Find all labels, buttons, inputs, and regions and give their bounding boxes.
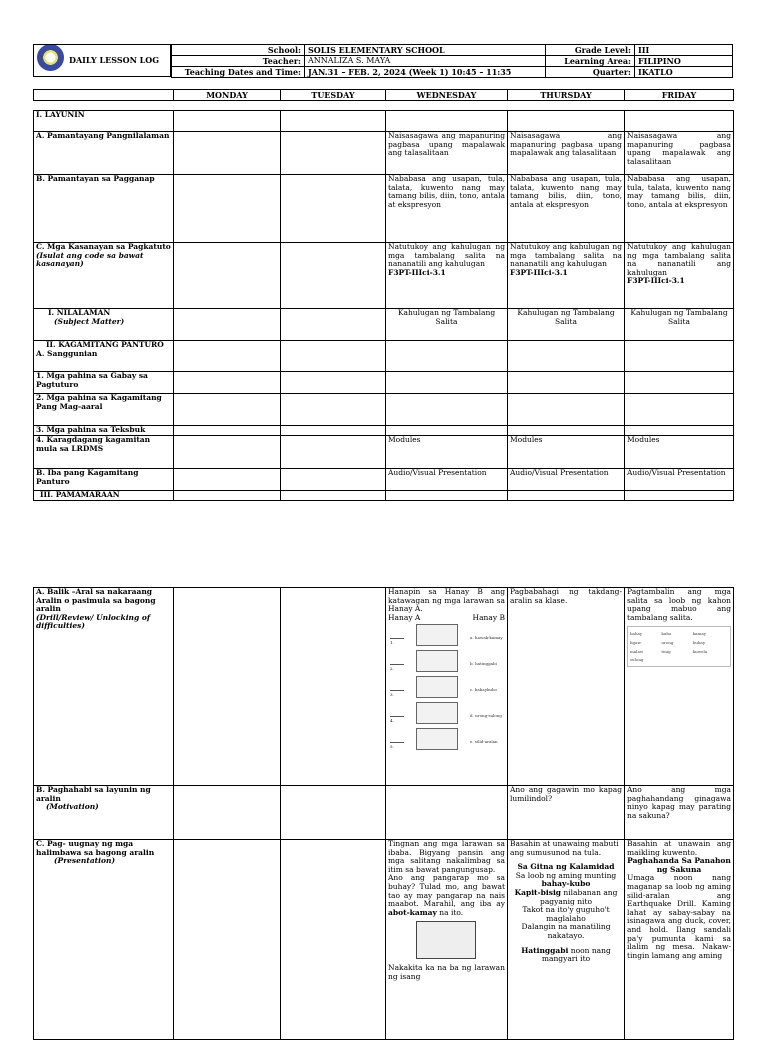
balik-aral-label: A. Balik –Aral sa nakaraang Aralin o pasimula sa bagong aralin (36, 587, 156, 614)
match-row: 4. d. urong-sulong (388, 702, 505, 726)
day-thursday: THURSDAY (508, 90, 625, 101)
procedure-table (33, 587, 734, 1040)
paghahabi-fri: Ano ang mga paghahandang ginagawa ninyo kapag may parating na sakuna? (625, 786, 734, 840)
hanay-instruction: Hanapin sa Hanay B ang katawagan ng mga larawan sa Hanay A. (388, 587, 505, 614)
match-caption: a. hawak-kamay (470, 635, 503, 641)
poem-line (510, 947, 622, 964)
empty-cell (508, 111, 625, 132)
paguugnay-sub: (Presentation) (54, 856, 115, 866)
empty-cell (174, 469, 281, 491)
pamantayang-fri: Naisasagawa ang mapanuring pagbasa upang mapalawak ang talasalitaan (625, 132, 734, 175)
empty-cell (281, 243, 386, 309)
hanay-b-label: Hanay B (472, 612, 505, 622)
pamantayang-label: A. Pamantayang Pangnilalaman (34, 132, 174, 175)
kasanayan-text: Natutukoy ang kahulugan ng mga tambalang salita na nananatili ang kahulugan (510, 242, 622, 269)
day-monday: MONDAY (174, 90, 281, 101)
empty-cell (174, 341, 281, 372)
poem-title: Sa Gitna ng Kalamidad (517, 862, 615, 872)
modules-wed: Modules (386, 436, 508, 469)
nilalaman-label: I. NILALAMAN (48, 308, 111, 317)
tambalan-instruction: Pagtambalin ang mga salita sa loob ng kahon upang mabuo ang tambalang salita. (627, 587, 731, 622)
kasanayan-code: F3PT-IIIci-3.1 (627, 276, 685, 286)
empty-cell (281, 436, 386, 469)
paguugnay-cell (34, 840, 174, 1040)
teacher-value: ANNALIZA S. MAYA (305, 56, 546, 67)
empty-cell (281, 786, 386, 840)
match-picture (416, 676, 458, 698)
empty-cell (281, 840, 386, 1040)
match-picture (416, 728, 458, 750)
iba-label: B. Iba pang Kagamitang Panturo (34, 469, 174, 491)
grade-value: III (635, 45, 733, 56)
days-header-row (33, 89, 734, 101)
empty-cell (508, 372, 625, 394)
story-text: Umaga noon nang maganap sa loob ng aming silid-aralan ang Earthquake Drill. Kaming lahat ay sabay-sabay na isinagawa ang duck, cover, and hold. Ilang sandali pa'y pumunta kami sa ilalim ng mesa. Nakaw-tingin lamang ang aming (627, 873, 731, 960)
day-friday: FRIDAY (625, 90, 734, 101)
iba-thu: Audio/Visual Presentation (508, 469, 625, 491)
match-row: 2. b. hatinggabi (388, 650, 505, 674)
nakakita-text: Nakakita ka na ba ng larawan ng isang (388, 962, 505, 981)
empty-cell (281, 426, 386, 436)
balik-aral-wed (386, 588, 508, 786)
match-row: 3. c. bahaykubo (388, 676, 505, 700)
nilalaman-wed: Kahulugan ng Tambalang Salita (386, 309, 508, 341)
poem-part: noon nang mangyari ito (541, 945, 611, 964)
iba-fri: Audio/Visual Presentation (625, 469, 734, 491)
kasanayan-cell (34, 243, 174, 309)
word-item: malaw (630, 648, 644, 654)
empty-cell (386, 786, 508, 840)
kasanayan-fri (625, 243, 734, 309)
empty-cell (174, 394, 281, 426)
area-label: Learning Area: (546, 56, 635, 67)
empty-cell (174, 111, 281, 132)
day-wednesday: WEDNESDAY (386, 90, 508, 101)
poem-line (510, 872, 622, 889)
kasanayan-sub: (Isulat ang code sa bawat kasanayan) (36, 250, 144, 269)
empty-cell (174, 309, 281, 341)
pangarap-text (388, 874, 505, 917)
match-caption: e. silid-aralan (470, 739, 498, 745)
word-item: sulong (630, 657, 644, 663)
kagamitan-pahina-label: 2. Mga pahina sa Kagamitang Pang Mag-aaral (34, 394, 174, 426)
story-title: Paghahanda Sa Panahon ng Sakuna (627, 856, 731, 874)
empty-cell (174, 786, 281, 840)
poem-line: Takot na ito'y guguho't maglalaho (522, 905, 610, 923)
school-label: School: (172, 45, 305, 56)
kasanayan-text: Natutukoy ang kahulugan ng mga tambalang salita na nananatili ang kahulugan (627, 242, 731, 277)
empty-cell (174, 588, 281, 786)
pangarap-part: na ito. (436, 907, 464, 917)
empty-cell (174, 132, 281, 175)
match-row: 5. e. silid-aralan (388, 728, 505, 752)
balik-aral-thu: Pagbabahagi ng takdang-aralin sa klase. (508, 588, 625, 786)
paghahabi-label: B. Paghahabi sa layunin ng aralin (36, 785, 151, 803)
balik-aral-cell (34, 588, 174, 786)
grade-label: Grade Level: (546, 45, 635, 56)
empty-cell (174, 491, 281, 501)
modules-thu: Modules (508, 436, 625, 469)
empty-cell (625, 111, 734, 132)
basahin-kuwento: Basahin at unawain ang maikling kuwento. (627, 839, 731, 857)
empty-cell (281, 341, 386, 372)
word-item: tinig (661, 648, 671, 654)
gabay-label: 1. Mga pahina sa Gabay sa Pagtuturo (34, 372, 174, 394)
poem-part: nilabanan ang pagyanig nito (540, 887, 618, 906)
paghahabi-thu: Ano ang gagawin mo kapag lumilindol? (508, 786, 625, 840)
empty-cell (508, 341, 625, 372)
empty-cell (508, 394, 625, 426)
empty-cell (625, 341, 734, 372)
word-item: bahay (630, 631, 643, 637)
match-caption: c. bahaykubo (470, 687, 497, 693)
school-value: SOLIS ELEMENTARY SCHOOL (305, 45, 546, 56)
word-item: kuwela (692, 648, 708, 654)
empty-cell (281, 469, 386, 491)
poem-line (510, 889, 622, 906)
area-value: FILIPINO (635, 56, 733, 67)
day-tuesday: TUESDAY (281, 90, 386, 101)
pagganap-wed: Nababasa ang usapan, tula, talata, kuwento nang may tamang bilis, diin, tono, antala at ekspresyon (386, 175, 508, 243)
pangarap-part: Ano ang pangarap mo sa buhay? Tulad mo, ang bawat tao ay may pangarap na nais maabot. Marahil, ang iba ay (388, 873, 505, 909)
empty-cell (281, 588, 386, 786)
dates-value: JAN.31 – FEB. 2, 2024 (Week 1) 10:45 – 11:35 (305, 67, 546, 78)
karagdagang-label: 4. Karagdagang kagamitan mula sa LRDMS (34, 436, 174, 469)
nilalaman-sub: (Subject Matter) (54, 316, 125, 326)
match-row: 1. a. hawak-kamay (388, 624, 505, 648)
empty-cell (281, 175, 386, 243)
empty-cell (625, 426, 734, 436)
kasanayan-code: F3PT-IIIci-3.1 (510, 267, 568, 277)
paghahabi-sub: (Motivation) (46, 802, 99, 812)
teacher-label: Teacher: (172, 56, 305, 67)
pangarap-keyword: abot-kamay (388, 907, 437, 917)
poem-keyword: Kapit-bisig (514, 887, 562, 897)
empty-cell (174, 840, 281, 1040)
empty-cell (625, 491, 734, 501)
empty-cell (386, 111, 508, 132)
paguugnay-thu (508, 840, 625, 1040)
pagganap-label: B. Pamantayan sa Pagganap (34, 175, 174, 243)
illustration-image (416, 921, 476, 959)
nilalaman-cell (34, 309, 174, 341)
empty-cell (281, 372, 386, 394)
empty-cell (174, 243, 281, 309)
empty-cell (174, 436, 281, 469)
kagamitan-cell (34, 341, 174, 372)
paguugnay-fri (625, 840, 734, 1040)
match-caption: d. urong-sulong (470, 713, 502, 719)
nilalaman-thu: Kahulugan ng Tambalang Salita (508, 309, 625, 341)
basahin-tula: Basahin at unawaing mabuti ang sumusunod na tula. (510, 839, 619, 857)
empty-cell (386, 394, 508, 426)
hanay-a-label: Hanay A (388, 612, 421, 622)
poem-keyword: bahay-kubo (541, 879, 591, 889)
match-caption: b. hatinggabi (470, 661, 497, 667)
kasanayan-code: F3PT-IIIci-3.1 (388, 267, 446, 277)
iba-wed: Audio/Visual Presentation (386, 469, 508, 491)
teksbuk-label: 3. Mga pahina sa Teksbuk (34, 426, 174, 436)
word-item: buhay (692, 639, 706, 645)
pagganap-fri: Nababasa ang usapan, tula, talata, kuwento nang may tamang bilis, diin, tono, antala at ekspresyon (625, 175, 734, 243)
kagamitan-label: II. KAGAMITANG PANTURO (46, 340, 164, 349)
empty-cell (174, 426, 281, 436)
header-logo-box (33, 44, 171, 77)
kasanayan-text: Natutukoy ang kahulugan ng mga tambalang salita na nananatili ang kahulugan (388, 242, 505, 269)
nilalaman-fri: Kahulugan ng Tambalang Salita (625, 309, 734, 341)
empty-cell (174, 175, 281, 243)
kasanayan-thu (508, 243, 625, 309)
quarter-label: Quarter: (546, 67, 635, 78)
match-picture (416, 702, 458, 724)
paguugnay-wed (386, 840, 508, 1040)
kasanayan-label: C. Mga Kasanayan sa Pagkatuto (36, 242, 171, 251)
objectives-table (33, 110, 734, 501)
sanggunian-label: A. Sanggunian (36, 348, 98, 358)
balik-aral-fri (625, 588, 734, 786)
empty-cell (386, 426, 508, 436)
empty-cell (625, 394, 734, 426)
word-item: kamay (692, 631, 706, 637)
match-picture (416, 624, 458, 646)
poem-line: Dalangin na manatiling nakatayo. (521, 922, 611, 940)
empty-cell (281, 132, 386, 175)
empty-cell (281, 491, 386, 501)
header-table (171, 44, 733, 78)
empty-cell (625, 372, 734, 394)
kasanayan-wed (386, 243, 508, 309)
match-picture (416, 650, 458, 672)
pamamaraan-heading: III. PAMAMARAAN (34, 491, 174, 501)
poem-part: Sa loob ng aming munting (515, 870, 617, 880)
layunin-heading: I. LAYUNIN (34, 111, 174, 132)
empty-cell (386, 341, 508, 372)
word-box (627, 626, 731, 666)
poem-keyword: Hatinggabi (521, 945, 569, 955)
empty-cell (386, 491, 508, 501)
empty-cell (281, 394, 386, 426)
days-blank-cell (34, 90, 174, 101)
quarter-value: IKATLO (635, 67, 733, 78)
pamantayang-wed: Naisasagawa ang mapanuring pagbasa upang mapalawak ang talasalitaan (386, 132, 508, 175)
doc-title: DAILY LESSON LOG (69, 55, 160, 65)
empty-cell (386, 372, 508, 394)
empty-cell (508, 426, 625, 436)
pamantayang-thu: Naisasagawa ang mapanuring pagbasa upang mapalawak ang talasalitaan (508, 132, 625, 175)
empty-cell (174, 372, 281, 394)
pagganap-thu: Nababasa ang usapan, tula, talata, kuwento nang may tamang bilis, diin, tono, antala at ekspresyon (508, 175, 625, 243)
balik-aral-sub: (Drill/Review/ Unlocking of difficulties) (36, 612, 151, 631)
empty-cell (281, 309, 386, 341)
paguugnay-label: C. Pag- uugnay ng mga halimbawa sa bagong aralin (36, 839, 155, 857)
dates-label: Teaching Dates and Time: (172, 67, 305, 78)
empty-cell (281, 111, 386, 132)
word-item: ligaw (630, 639, 641, 645)
word-item: kubo (661, 631, 672, 637)
modules-fri: Modules (625, 436, 734, 469)
empty-cell (508, 491, 625, 501)
tingnan-text: Tingnan ang mga larawan sa ibaba. Bigyang pansin ang mga salitang nakalimbag sa itim sa bawat pangungusap. (388, 839, 505, 874)
word-item: urong (661, 639, 674, 645)
paghahabi-cell (34, 786, 174, 840)
